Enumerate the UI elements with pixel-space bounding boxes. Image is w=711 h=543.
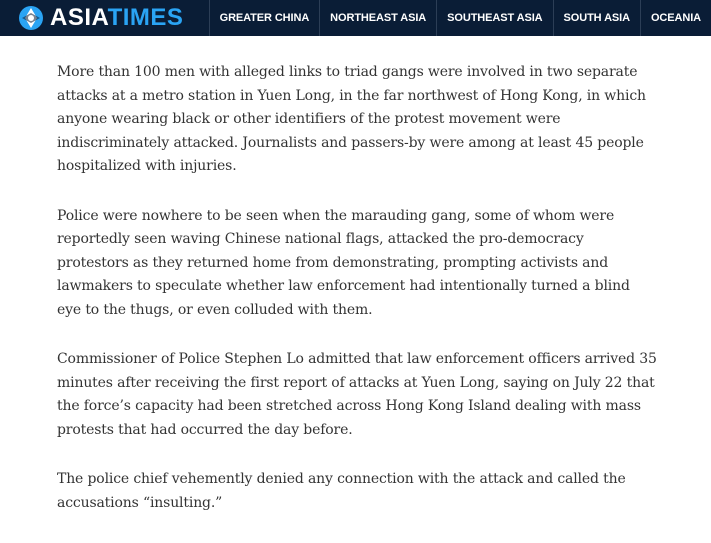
section-nav: [209, 0, 711, 36]
article-body: [57, 61, 657, 541]
site-logo[interactable]: [0, 0, 209, 36]
article-paragraph: Police were nowhere to be seen when the marauding gang, some of whom were reportedly seen waving Chinese national flags, attacked the pro-democracy protestors as they returned home from demonstrating, prompting activists and lawmakers to speculate whether law enforcement had intentionally turned a blind eye to the thugs, or even colluded with them.: [57, 207, 630, 318]
nav-item-northeast-asia[interactable]: NORTHEAST ASIA: [319, 0, 436, 36]
globe-logo-icon: [18, 5, 44, 31]
logo-word-asia: ASIA: [50, 4, 108, 31]
article-paragraph: More than 100 men with alleged links to triad gangs were involved in two separate attacks at a metro station in Yuen Long, in the far northwest of Hong Kong, in which anyone wearing black or other identifiers of the protest movement were indiscriminately attacked. Journalists and passers-by were among at least 45 people hospitalized with injuries.: [57, 64, 646, 174]
nav-item-southeast-asia[interactable]: SOUTHEAST ASIA: [436, 0, 552, 36]
logo-word-times: TIMES: [107, 4, 184, 31]
nav-item-oceania[interactable]: OCEANIA: [640, 0, 711, 36]
article-paragraph: Commissioner of Police Stephen Lo admitted that law enforcement officers arrived 35 minutes after receiving the first report of attacks at Yuen Long, saying on July 22 that the force’s capacity had been stretched across Hong Kong Island dealing with mass protests that had occurred the day before.: [57, 351, 657, 438]
nav-item-greater-china[interactable]: GREATER CHINA: [209, 0, 320, 36]
top-navigation-bar: [0, 0, 711, 36]
nav-item-south-asia[interactable]: SOUTH ASIA: [553, 0, 640, 36]
logo-wordmark: [50, 6, 183, 30]
article-paragraph: The police chief vehemently denied any connection with the attack and called the accusations “insulting.”: [57, 471, 626, 511]
